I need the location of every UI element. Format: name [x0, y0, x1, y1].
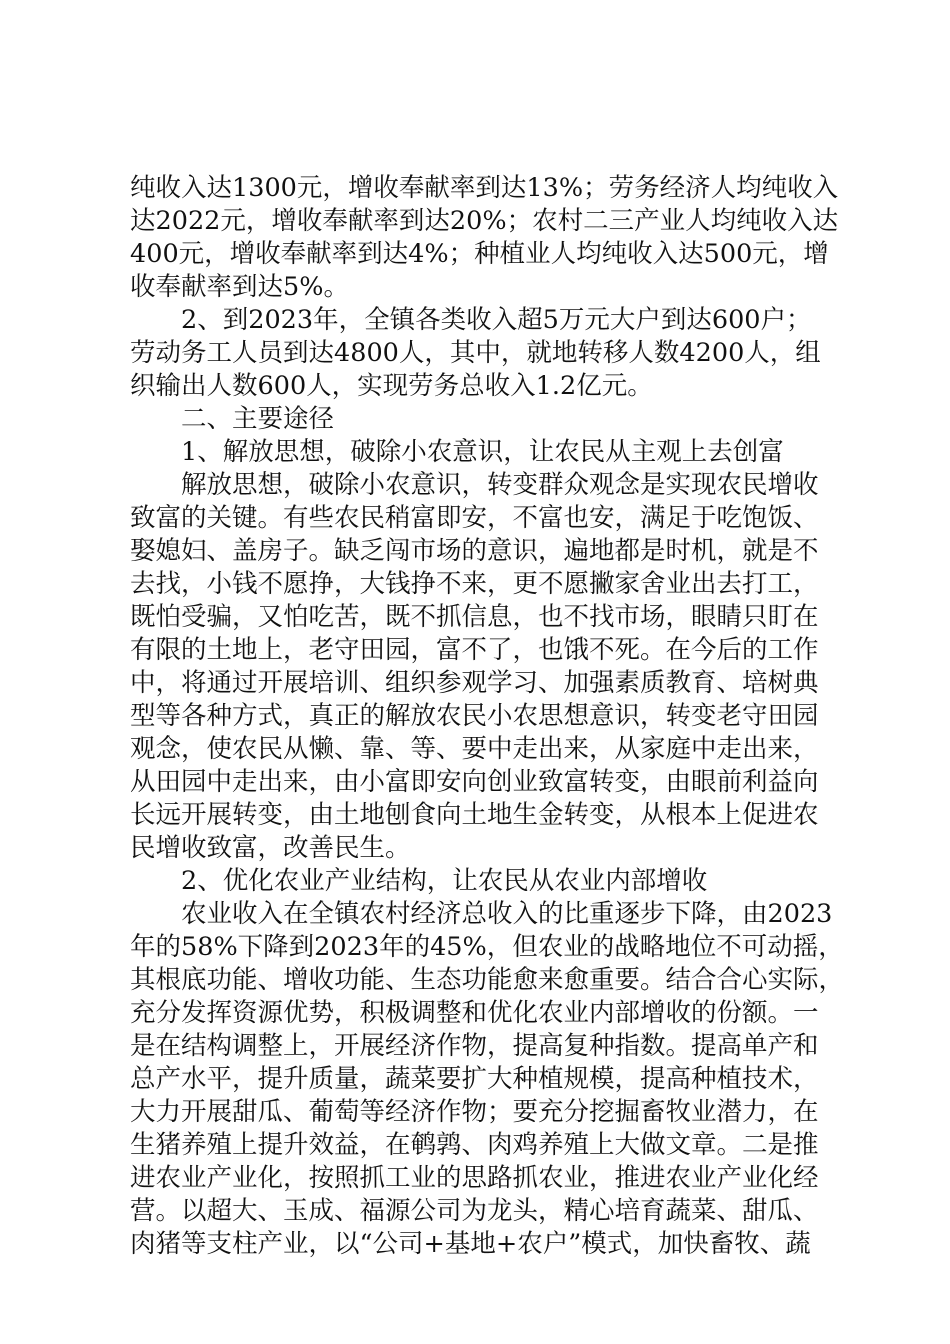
text-line: 总产水平，提升质量，蔬菜要扩大种植规模，提高种植技术， [130, 1064, 819, 1094]
text-line: 长远开展转变，由土地刨食向土地生金转变，从根本上促进农 [130, 800, 819, 830]
text-line: 观念，使农民从懒、靠、等、要中走出来，从家庭中走出来， [130, 734, 819, 764]
text-line: 既怕受骗，又怕吃苦，既不抓信息，也不找市场，眼睛只盯在 [130, 602, 819, 632]
text-line: 肉猪等支柱产业，以“公司+基地+农户”模式，加快畜牧、蔬 [130, 1229, 811, 1259]
text-line: 1、解放思想，破除小农意识，让农民从主观上去创富 [181, 437, 784, 467]
text-line: 娶媳妇、盖房子。缺乏闯市场的意识，遍地都是时机，就是不 [130, 536, 819, 566]
text-line: 达2022元，增收奉献率到达20%；农村二三产业人均纯收入达 [130, 206, 839, 236]
text-line: 大力开展甜瓜、葡萄等经济作物；要充分挖掘畜牧业潜力，在 [130, 1097, 819, 1127]
text-line: 营。以超大、玉成、福源公司为龙头，精心培育蔬菜、甜瓜、 [130, 1196, 819, 1226]
text-line: 从田园中走出来，由小富即安向创业致富转变，由眼前利益向 [130, 767, 819, 797]
text-line: 解放思想，破除小农意识，转变群众观念是实现农民增收 [181, 470, 819, 500]
text-line: 2、优化农业产业结构，让农民从农业内部增收 [181, 866, 708, 896]
text-line: 型等各种方式，真正的解放农民小农思想意识，转变老守田园 [130, 701, 819, 731]
text-line: 收奉献率到达5%。 [130, 272, 349, 302]
text-line: 进农业产业化，按照抓工业的思路抓农业，推进农业产业化经 [130, 1163, 819, 1193]
document-body [130, 172, 845, 1261]
text-line: 年的58%下降到2023年的45%，但农业的战略地位不可动摇， [130, 932, 844, 962]
text-line: 充分发挥资源优势，积极调整和优化农业内部增收的份额。一 [130, 998, 819, 1028]
text-line: 纯收入达1300元，增收奉献率到达13%；劳务经济人均纯收入 [130, 173, 839, 203]
text-line: 生猪养殖上提升效益，在鹌鹑、肉鸡养殖上大做文章。二是推 [130, 1130, 819, 1160]
text-line: 去找，小钱不愿挣，大钱挣不来，更不愿撇家舍业出去打工， [130, 569, 819, 599]
text-line: 劳动务工人员到达4800人，其中，就地转移人数4200人，组 [130, 338, 821, 368]
text-line: 有限的土地上，老守田园，富不了，也饿不死。在今后的工作 [130, 635, 819, 665]
text-line: 是在结构调整上，开展经济作物，提高复种指数。提高单产和 [130, 1031, 819, 1061]
text-line: 2、到2023年，全镇各类收入超5万元大户到达600户； [181, 305, 812, 335]
text-line: 民增收致富，改善民生。 [130, 833, 411, 863]
text-line: 中，将通过开展培训、组织参观学习、加强素质教育、培树典 [130, 668, 819, 698]
text-line: 400元，增收奉献率到达4%；种植业人均纯收入达500元，增 [130, 239, 829, 269]
text-line: 织输出人数600人，实现劳务总收入1.2亿元。 [130, 371, 653, 401]
text-line: 二、主要途径 [181, 404, 335, 434]
text-line: 其根底功能、增收功能、生态功能愈来愈重要。结合合心实际， [130, 965, 845, 995]
text-line: 致富的关键。有些农民稍富即安，不富也安，满足于吃饱饭、 [130, 503, 819, 533]
text-line: 农业收入在全镇农村经济总收入的比重逐步下降，由2023 [181, 899, 833, 929]
